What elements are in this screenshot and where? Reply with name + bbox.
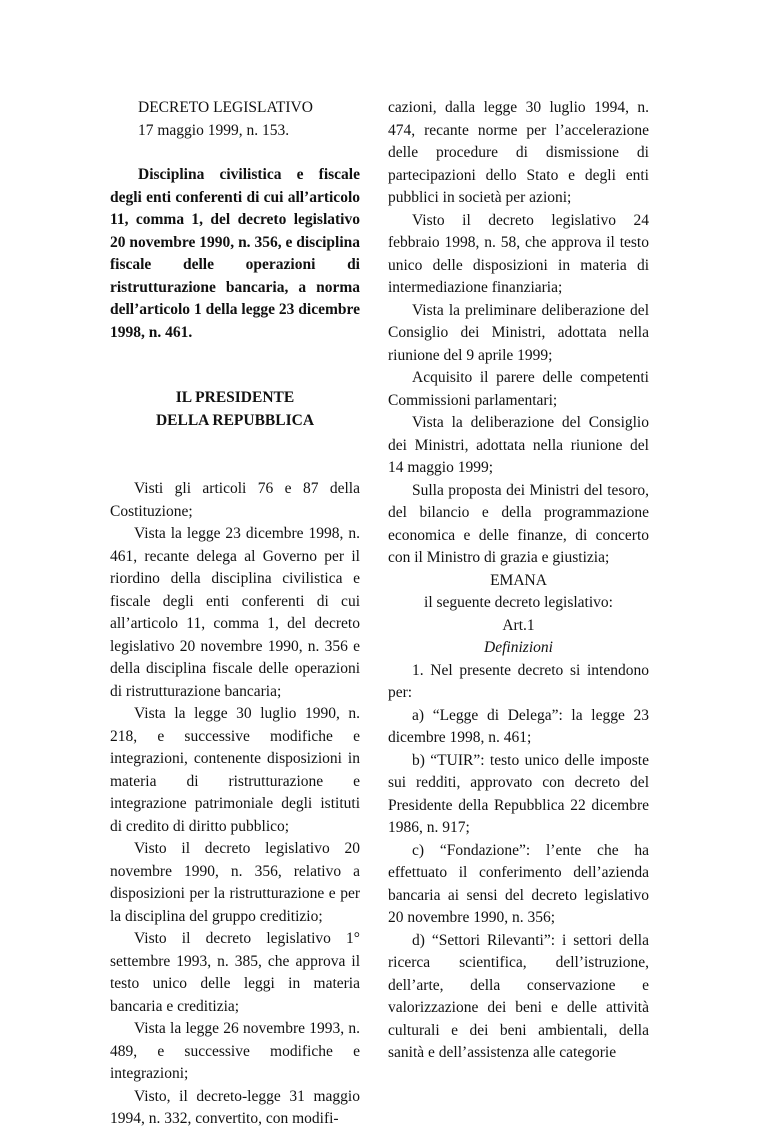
recital-paragraph: Visto il decreto legislativo 20 novembre 1990, n. 356, relativo a disposizioni per la ristrutturazione e per la disciplina del gruppo creditizio; [110, 840, 360, 925]
article-number: Art.1 [502, 616, 535, 634]
definition-paragraph: c) “Fondazione”: l’ente che ha effettuato il conferimento dell’azienda bancaria ai sensi del decreto legislativo 20 novembre 1990, n. 356; [388, 841, 649, 926]
right-column [388, 97, 649, 1065]
decree-intro-line: il seguente decreto legislativo: [424, 594, 613, 611]
president-line-1: IL PRESIDENTE [175, 389, 295, 406]
recital-paragraph: Visto, il decreto-legge 31 maggio 1994, n. 332, convertito, con modifi- [110, 1087, 360, 1127]
recital-paragraph: Acquisito il parere delle competenti Commissioni parlamentari; [388, 369, 649, 409]
recital-paragraph: Vista la legge 26 novembre 1993, n. 489, e successive modifiche e integrazioni; [110, 1020, 360, 1082]
left-column [110, 97, 360, 1131]
decree-title: Disciplina civilistica e fiscale degli enti conferenti di cui all’articolo 11, comma 1, del decreto legislativo 20 novembre 1990, n. 356, e disciplina fiscale delle operazioni di ristrutturazione bancaria, a norma dell’articolo 1 della legge 23 dicembre 1998, n. 461. [110, 166, 360, 341]
president-line-2: DELLA REPUBBLICA [155, 411, 315, 429]
definition-paragraph: d) “Settori Rilevanti”: i settori della ricerca scientifica, dell’istruzione, dell’arte, della conservazione e valorizzazione dei beni e delle attività culturali e dei beni ambientali, della sanità e dell’assistenza alle categorie [388, 931, 649, 1061]
recital-paragraph: Vista la deliberazione del Consiglio dei Ministri, adottata nella riunione del 14 maggio 1999; [388, 414, 649, 476]
recital-paragraph: Visto il decreto legislativo 1° settembre 1993, n. 385, che approva il testo unico delle leggi in materia bancaria e creditizia; [110, 930, 360, 1015]
recital-paragraph: Vista la preliminare deliberazione del Consiglio dei Ministri, adottata nella riunione del 9 aprile 1999; [388, 301, 649, 364]
emana-heading: EMANA [490, 571, 547, 589]
recital-paragraph: Sulla proposta dei Ministri del tesoro, del bilancio e della programmazione economica e delle finanze, di concerto con il Ministro di grazia e giustizia; [388, 481, 649, 566]
article-title: Definizioni [484, 639, 553, 656]
decree-date: 17 maggio 1999, n. 153. [138, 121, 290, 139]
decree-type: DECRETO LEGISLATIVO [138, 99, 313, 116]
recital-paragraph: Visto il decreto legislativo 24 febbraio 1998, n. 58, che approva il testo unico delle disposizioni in materia di intermediazione finanziaria; [388, 211, 649, 296]
president-heading [110, 387, 360, 432]
recital-paragraph: cazioni, dalla legge 30 luglio 1994, n. 474, recante norme per l’accelerazione delle procedure di dismissione di partecipazioni dello Stato e degli enti pubblici in società per azioni; [388, 99, 649, 206]
definition-paragraph: b) “TUIR”: testo unico delle imposte sui redditi, approvato con decreto del Presidente della Repubblica 22 dicembre 1986, n. 917; [388, 751, 649, 836]
recital-paragraph: Vista la legge 30 luglio 1990, n. 218, e successive modifiche e integrazioni, contenente disposizioni in materia di ristrutturazione e integrazione patrimoniale degli istituti di credito di diritto pubblico; [110, 705, 360, 835]
recital-paragraph: Vista la legge 23 dicembre 1998, n. 461, recante delega al Governo per il riordino della disciplina civilistica e fiscale degli enti conferenti di cui all’articolo 11, comma 1, del decreto legislativo 20 novembre 1990, n. 356 e della disciplina fiscale delle operazioni di ristrutturazione bancaria; [110, 525, 360, 700]
definition-paragraph: a) “Legge di Delega”: la legge 23 dicembre 1998, n. 461; [388, 706, 649, 746]
definition-paragraph: 1. Nel presente decreto si intendono per: [388, 661, 649, 701]
recital-paragraph: Visti gli articoli 76 e 87 della Costituzione; [110, 480, 360, 520]
